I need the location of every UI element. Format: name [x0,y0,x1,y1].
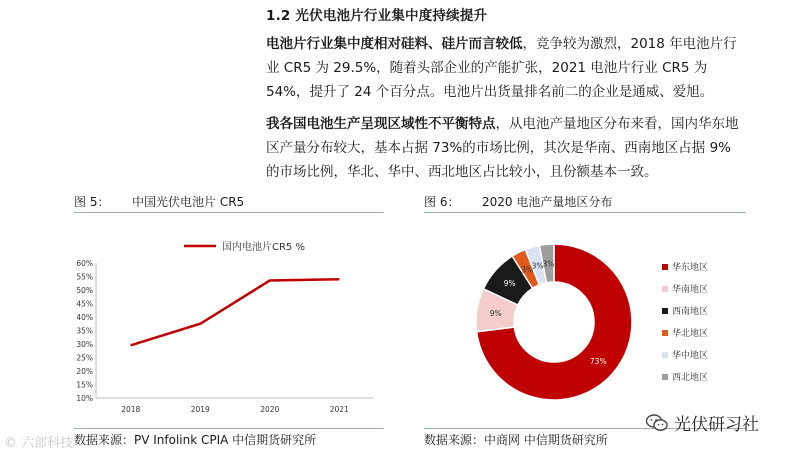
section-title: 1.2 光伏电池片行业集中度持续提升 [266,8,488,24]
cr5-y-tick-label: 20% [76,367,93,376]
donut-slice-label: 73% [589,357,607,367]
figure5-header [74,192,384,213]
cr5-y-ticks [76,259,93,403]
donut-legend-swatch [662,352,668,358]
donut-legend-label: 西南地区 [672,307,709,317]
donut-legend-label: 西北地区 [672,373,709,383]
donut-legend-label: 华南地区 [672,285,709,295]
paragraph-concentration-lead: 电池片行业集中度相对硅料、硅片而言较低 [266,36,523,52]
cr5-y-tick-label: 15% [76,380,93,390]
cr5-x-tick-label: 2021 [329,405,349,414]
figure6-source: 数据来源：中商网 中信期货研究所 [424,428,746,451]
region-donut-chart [424,218,746,426]
figure5-number: 图 5： [74,195,110,209]
cr5-x-tick-label: 2018 [121,405,141,414]
cr5-y-tick-label: 60% [76,259,93,268]
cr5-series-line [131,279,340,345]
cr5-x-tick-label: 2019 [190,405,210,414]
paragraph-regional [266,112,744,184]
cr5-y-tick-label: 35% [76,326,93,336]
cr5-y-tick-label: 50% [76,286,93,295]
cr5-legend-label: 国内电池片CR5 % [222,242,305,253]
paragraph-regional-lead: 我各国电池生产呈现区域性不平衡特点 [266,116,496,132]
cr5-y-tick-label: 40% [76,313,93,322]
cr5-line-chart [74,218,384,426]
donut-legend-label: 华东地区 [672,263,709,273]
donut-slice-label: 3% [531,261,544,271]
cr5-y-tick-label: 25% [76,353,93,363]
donut-legend-swatch [662,308,668,314]
cr5-y-tick-label: 55% [76,272,93,282]
figure6-number: 图 6： [424,195,460,209]
donut-legend-swatch [662,264,668,270]
cr5-y-tick-label: 30% [76,340,93,349]
cr5-x-ticks [121,405,349,414]
cr5-y-tick-label: 45% [76,299,93,309]
donut-slice-label: 3% [542,259,555,269]
watermark-left: © 六部科技 [4,436,74,451]
cr5-legend [184,240,305,253]
watermark-right [646,410,759,435]
watermark-right-text: 光伏研习社 [674,415,759,435]
donut-legend-label: 华北地区 [672,329,709,339]
donut-slice-label: 3% [521,265,534,275]
donut-legend-swatch [662,286,668,292]
figure5-title: 中国光伏电池片 CR5 [132,195,245,209]
donut-legend-label: 华中地区 [672,351,709,361]
donut-slice-label: 9% [489,308,502,318]
paragraph-regional-body: ，从电池产量地区分布来看，国内华东地区产量分布较大，基本占据 73%的市场比例，其次是华南、西南地区占据 9%的市场比例，华北、华中、西北地区占比较小，且份额基本一致。 [266,116,739,180]
donut-legend-swatch [662,330,668,336]
cr5-x-tick-label: 2020 [260,405,280,414]
figure6-title: 2020 电池产量地区分布 [482,195,613,209]
donut-legend [662,261,708,383]
figure6-header [424,192,746,213]
wechat-icon [646,414,668,432]
paragraph-concentration [266,32,744,104]
paragraph-concentration-body: ，竞争较为激烈，2018 年电池片行业 CR5 为 29.5%，随着头部企业的产能扩张，2021 电池片行业 CR5 为 54%，提升了 24 个百分点。电池片出货量排名前二的企业是通威、爱旭。 [266,36,737,100]
figure5-source: 数据来源：PV Infolink CPIA 中信期货研究所 [74,428,384,451]
donut-slice-label: 9% [503,278,516,288]
donut-legend-swatch [662,374,668,380]
cr5-y-tick-label: 10% [76,394,93,403]
